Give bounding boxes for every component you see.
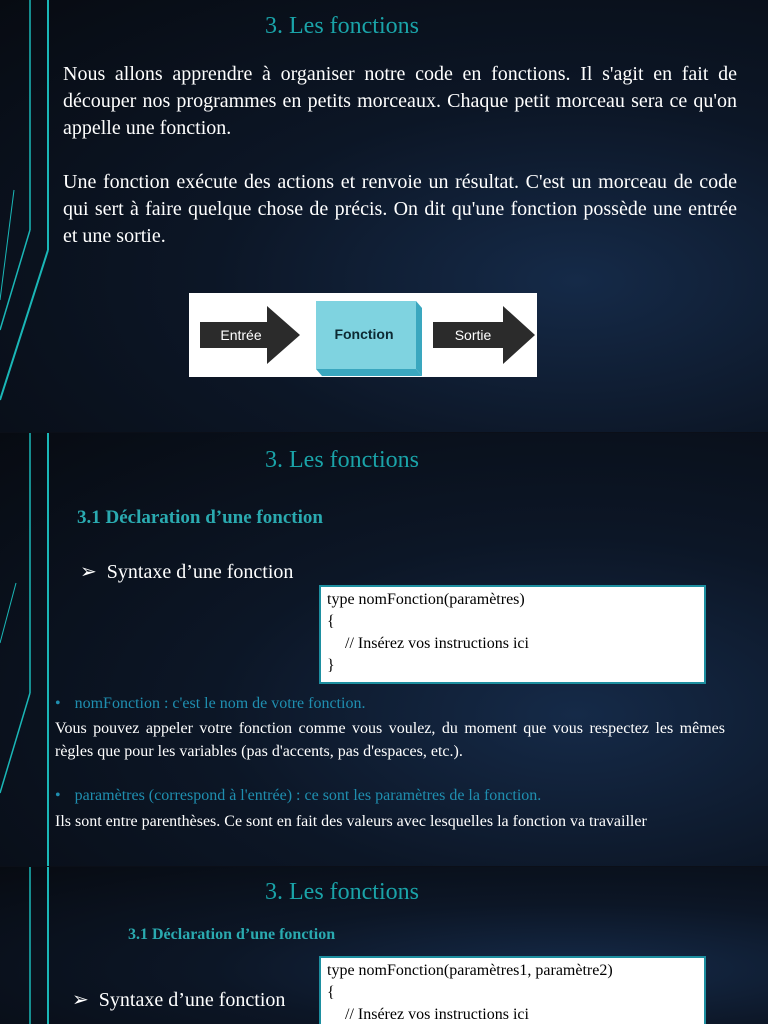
syntax-bullet — [80, 559, 293, 584]
bullet-dot-icon: • — [55, 695, 61, 712]
io-diagram — [189, 293, 537, 377]
decorative-lines — [0, 0, 60, 432]
parametres-description: Ils sont entre parenthèses. Ce sont en fait des valeurs avec lesquelles la fonction va travailler — [55, 813, 647, 830]
slide-title: 3. Les fonctions — [265, 447, 419, 473]
slide-3 — [0, 867, 768, 1024]
nomfonction-description: Vous pouvez appeler votre fonction comme vous voulez, du moment que vous respectez les mêmes règles que pour les variables (pas d'accents, pas d'espaces, etc.). — [55, 720, 725, 760]
arrow-bullet-icon: ➢ — [72, 989, 89, 1011]
section-subtitle: 3.1 Déclaration d’une fonction — [77, 507, 323, 528]
decorative-lines — [0, 433, 60, 866]
bullet-label: nomFonction : c'est le nom de votre fonction. — [74, 695, 366, 712]
code-line: { — [327, 613, 335, 630]
code-line: { — [327, 984, 335, 1001]
code-line: } — [327, 657, 335, 674]
bullet-parametres — [55, 787, 541, 805]
slide-2 — [0, 433, 768, 866]
output-label: Sortie — [454, 327, 492, 343]
syntax-bullet-label: Syntaxe d’une fonction — [98, 989, 286, 1011]
definition-paragraph: Une fonction exécute des actions et renvoie un résultat. C'est un morceau de code qui sert à faire quelque chose de précis. On dit qu'une fonction possède une entrée et une sortie. — [63, 171, 737, 247]
bullet-nomfonction — [55, 695, 365, 713]
code-syntax-box — [319, 956, 706, 1024]
intro-paragraph: Nous allons apprendre à organiser notre code en fonctions. Il s'agit en fait de découper nos programmes en petits morceaux. Chaque petit morceau sera ce qu'on appelle une fonction. — [63, 63, 737, 139]
arrow-bullet-icon: ➢ — [80, 561, 97, 583]
section-subtitle: 3.1 Déclaration d’une fonction — [128, 926, 336, 943]
bullet-dot-icon: • — [55, 787, 61, 804]
function-label: Fonction — [334, 326, 394, 342]
slide-title: 3. Les fonctions — [265, 879, 419, 905]
syntax-bullet-label: Syntaxe d’une fonction — [106, 561, 294, 583]
input-label: Entrée — [220, 327, 262, 343]
code-line: // Insérez vos instructions ici — [345, 1006, 529, 1023]
slide-title: 3. Les fonctions — [265, 13, 419, 39]
syntax-bullet — [72, 987, 285, 1012]
code-line: type nomFonction(paramètres) — [327, 591, 525, 608]
code-line: // Insérez vos instructions ici — [345, 635, 529, 652]
slide-1 — [0, 0, 768, 432]
bullet-label: paramètres (correspond à l'entrée) : ce sont les paramètres de la fonction. — [74, 787, 542, 804]
code-line: type nomFonction(paramètres1, paramètre2) — [327, 962, 613, 979]
code-syntax-box — [319, 585, 706, 684]
